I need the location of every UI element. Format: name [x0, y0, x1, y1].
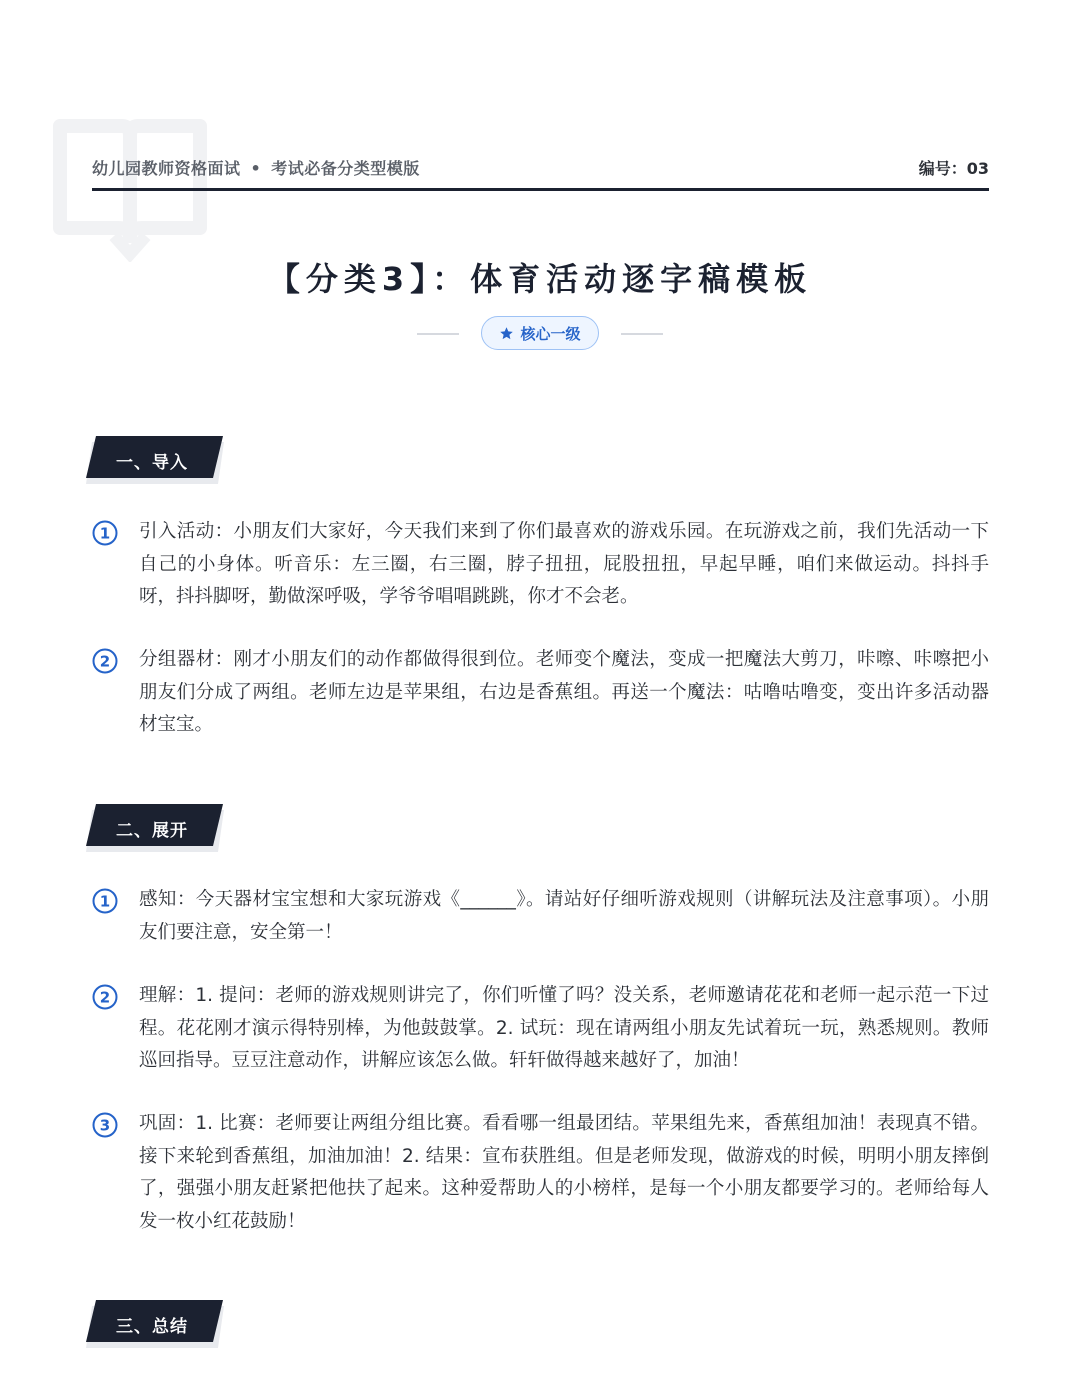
number-circle-value: 1 — [99, 892, 111, 911]
section-heading-body — [86, 804, 224, 852]
list-item — [92, 980, 989, 1078]
list-item-text: 理解：1. 提问：老师的游戏规则讲完了，你们听懂了吗？没关系，老师邀请花花和老师一起示范一下过程。花花刚才演示得特别棒，为他鼓鼓掌。2. 试玩：现在请两组小朋友先试着玩一玩，熟悉规则。教师巡回指导。豆豆注意动作，讲解应该怎么做。轩轩做得越来越好了，加油！ — [139, 985, 989, 1071]
number-circle-value: 3 — [99, 1116, 111, 1135]
page-title: 【分类3】：体育活动逐字稿模板 — [267, 260, 813, 298]
number-circle-value: 1 — [99, 524, 111, 543]
list-item-text: 引入活动：小朋友们大家好，今天我们来到了你们最喜欢的游戏乐园。在玩游戏之前，我们先活动一下自己的小身体。听音乐：左三圈，右三圈，脖子扭扭，屁股扭扭，早起早睡，咱们来做运动。抖抖手呀，抖抖脚呀，勤做深呼吸，学爷爷唱唱跳跳，你才不会老。 — [139, 521, 989, 607]
list-item-text: 分组器材：刚才小朋友们的动作都做得很到位。老师变个魔法，变成一把魔法大剪刀，咔嚓、咔嚓把小朋友们分成了两组。老师左边是苹果组，右边是香蕉组。再送一个魔法：咕噜咕噜变，变出许多活动器材宝宝。 — [139, 649, 989, 735]
list-item — [92, 884, 989, 949]
list-item-text: 感知：今天器材宝宝想和大家玩游戏《______》。请站好仔细听游戏规则（讲解玩法及注意事项）。小朋友们要注意，安全第一！ — [139, 889, 989, 943]
section-heading-label: 二、展开 — [116, 821, 188, 841]
header-separator: • — [250, 159, 262, 178]
header-template-name: 考试必备分类型模版 — [271, 159, 420, 178]
number-circle-value: 2 — [99, 652, 111, 671]
number-circle-value: 2 — [99, 988, 111, 1007]
number-circle-icon — [92, 1112, 118, 1138]
section-heading-label: 一、导入 — [116, 453, 188, 473]
list-item — [92, 516, 989, 614]
number-circle-icon — [92, 984, 118, 1010]
header-serial-number: 编号：03 — [918, 159, 989, 178]
star-icon — [499, 326, 514, 341]
document-header — [92, 152, 989, 191]
number-circle-icon — [92, 520, 118, 546]
section-heading-intro — [86, 436, 224, 484]
list-item — [92, 1108, 989, 1238]
section-heading-summary — [86, 1300, 224, 1348]
badge-left-divider — [417, 333, 459, 335]
section-heading-label: 三、总结 — [116, 1317, 188, 1337]
badge-right-divider — [621, 333, 663, 335]
list-item — [92, 644, 989, 742]
level-badge-row — [0, 316, 1080, 352]
header-subtitle — [92, 156, 420, 179]
level-badge — [481, 316, 599, 350]
number-circle-icon — [92, 648, 118, 674]
header-exam-name: 幼儿园教师资格面试 — [92, 159, 241, 178]
list-item-text: 巩固：1. 比赛：老师要让两组分组比赛。看看哪一组最团结。苹果组先来，香蕉组加油！表现真不错。接下来轮到香蕉组，加油加油！2. 结果：宣布获胜组。但是老师发现，做游戏的时候，明明小朋友摔倒了，强强小朋友赶紧把他扶了起来。这种爱帮助人的小榜样，是每一个小朋友都要学习的。老师给每人发一枚小红花鼓励！ — [139, 1113, 989, 1232]
level-badge-label: 核心一级 — [520, 324, 581, 343]
number-circle-icon — [92, 888, 118, 914]
